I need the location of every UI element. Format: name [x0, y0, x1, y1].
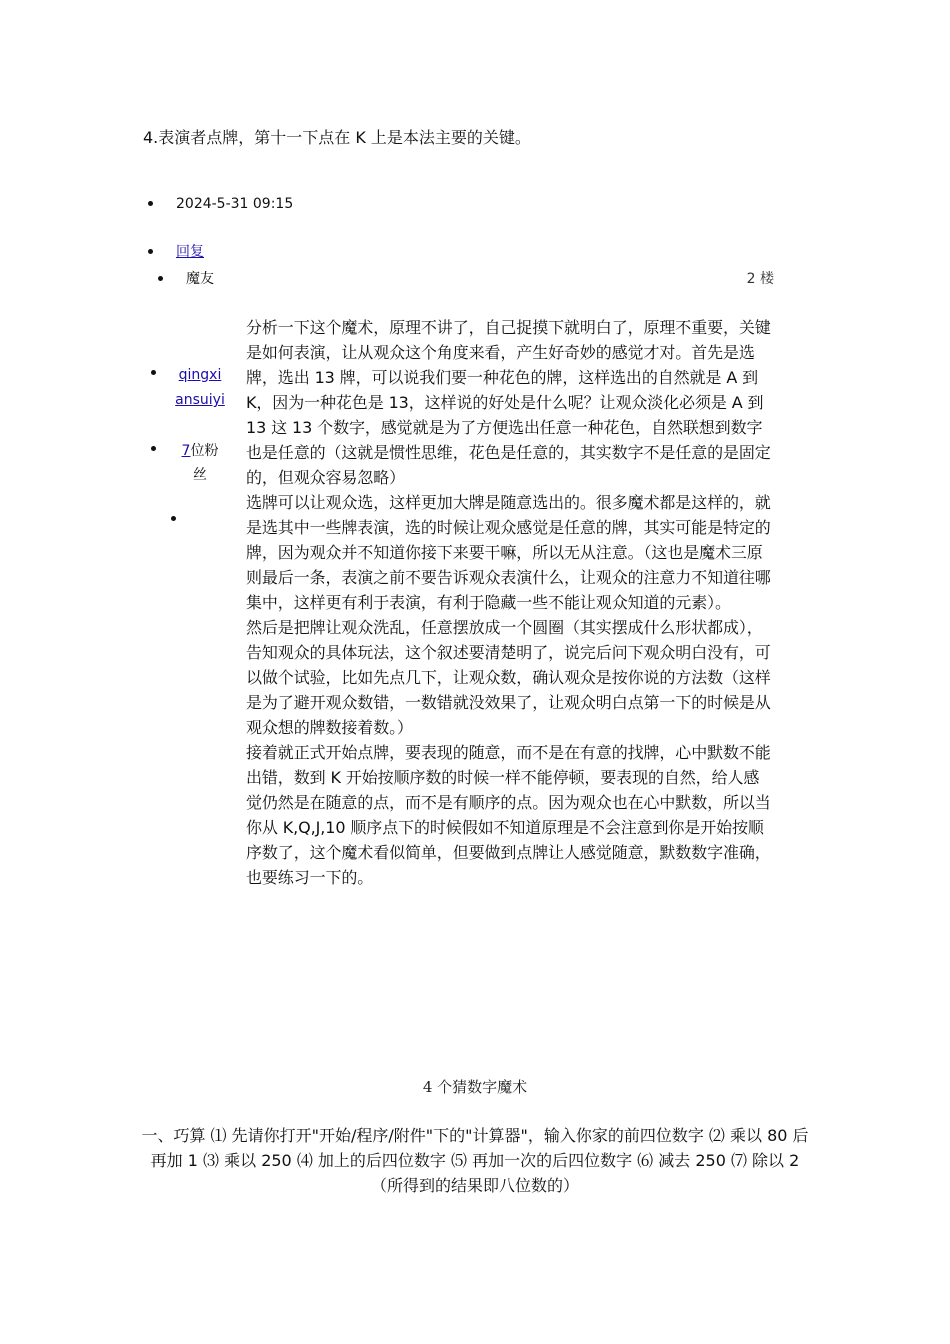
section-title: 4 个猜数字魔术 — [422, 1078, 528, 1096]
method-text: 一、巧算 ⑴ 先请你打开"开始/程序/附件"下的"计算器"，输入你家的前四位数字 ⑵ 乘以 80 后再加 1 ⑶ 乘以 250 ⑷ 加上的后四位数字 ⑸ 再加一次的后四位数字 ⑹ 减去 250 ⑺ 除以 2（所得到的结果即八位数的） — [141, 1126, 809, 1195]
post-paragraph: 分析一下这个魔术，原理不讲了，自己捉摸下就明白了，原理不重要，关键是如何表演，让从观众这个角度来看，产生好奇妙的感觉才对。首先是选牌，选出 13 牌，可以说我们要一种花色的牌，这样选出的自然就是 A 到 K，因为一种花色是 13，这样说的好处是什么呢？让观众淡化必须是 A 到 13 这 13 个数字，感觉就是为了方便选出任意一种花色，自然联想到数字也是任意的（这就是惯性思维，花色是任意的，其实数字不是任意的是固定的，但观众容易忽略） — [246, 318, 771, 487]
post-body — [246, 315, 774, 890]
post-paragraph: 接着就正式开始点牌，要表现的随意，而不是在有意的找牌，心中默数不能出错，数到 K 开始按顺序数的时候一样不能停顿，要表现的自然，给人感觉仍然是在随意的点，而不是有顺序的点。因为观众也在心中默数，所以当你从 K,Q,J,10 顺序点下的时候假如不知道原理是不会注意到你是开始按顺序数了，这个魔术看似简单，但要做到点牌让人感觉随意，默数数字准确，也要练习一下的。 — [246, 743, 771, 887]
list-bullet — [171, 516, 176, 521]
fans-info — [175, 439, 225, 487]
post-timestamp: 2024-5-31 09:15 — [176, 196, 294, 212]
list-bullet — [158, 276, 163, 281]
intro-text: 4.表演者点牌，第十一下点在 K 上是本法主要的关键。 — [143, 128, 531, 147]
fans-label: 位粉丝 — [190, 443, 219, 483]
reply-link[interactable]: 回复 — [176, 244, 204, 260]
fans-count-link[interactable]: 7 — [181, 443, 191, 459]
author-rank: 魔友 — [186, 271, 214, 287]
floor-number: 2 楼 — [746, 271, 774, 287]
list-bullet — [148, 201, 153, 206]
list-bullet — [148, 249, 153, 254]
list-bullet — [151, 370, 156, 375]
username-link[interactable]: qingxiansuiyi — [175, 367, 225, 408]
post-paragraph: 然后是把牌让观众洗乱，任意摆放成一个圆圈（其实摆成什么形状都成），告知观众的具体玩法，这个叙述要清楚明了，说完后问下观众明白没有，可以做个试验，比如先点几下，让观众数，确认观众是按你说的方法数（这样是为了避开观众数错，一数错就没效果了，让观众明白点第一下的时候是从观众想的牌数接着数。） — [246, 618, 771, 737]
post-paragraph: 选牌可以让观众选，这样更加大牌是随意选出的。很多魔术都是这样的，就是选其中一些牌表演，选的时候让观众感觉是任意的牌，其实可能是特定的牌，因为观众并不知道你接下来要干嘛，所以无从注意。（这也是魔术三原则最后一条，表演之前不要告诉观众表演什么，让观众的注意力不知道往哪集中，这样更有利于表演，有利于隐藏一些不能让观众知道的元素）。 — [246, 493, 771, 612]
list-bullet — [151, 446, 156, 451]
